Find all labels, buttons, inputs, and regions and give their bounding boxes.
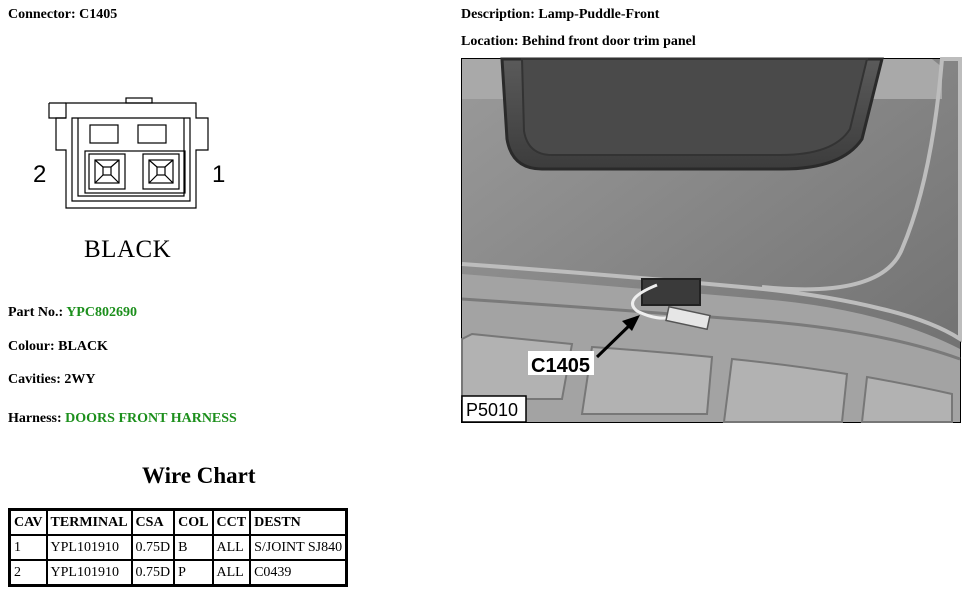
col-header-terminal: TERMINAL: [47, 510, 132, 536]
location-photo: [461, 58, 961, 423]
wire-chart-title: Wire Chart: [142, 463, 256, 488]
harness-label: Harness:: [8, 411, 66, 426]
connector-pinout-diagram: [30, 88, 226, 218]
wire-chart-table: [8, 508, 348, 587]
col-header-cav: CAV: [10, 510, 47, 536]
connector-color-label: BLACK: [84, 236, 172, 263]
part-number-label: Part No.:: [8, 305, 67, 320]
part-number-link[interactable]: YPC802690: [66, 305, 137, 320]
harness-link[interactable]: DOORS FRONT HARNESS: [65, 411, 237, 426]
photo-figure-code: P5010: [466, 400, 519, 420]
table-row: [10, 560, 347, 586]
cell-cav: 1: [10, 535, 47, 560]
cell-col: B: [174, 535, 212, 560]
pin-label-1: 1: [212, 161, 226, 188]
cell-cct: ALL: [213, 535, 251, 560]
col-header-cct: CCT: [213, 510, 251, 536]
part-number-row: [8, 305, 137, 321]
location-heading: Location: Behind front door trim panel: [461, 34, 696, 49]
table-row: [10, 535, 347, 560]
cell-cct: ALL: [213, 560, 251, 586]
cell-cav: 2: [10, 560, 47, 586]
cell-csa: 0.75D: [132, 560, 175, 586]
wire-chart-header-row: [10, 510, 347, 536]
door-panel-illustration: [462, 59, 960, 422]
cell-csa: 0.75D: [132, 535, 175, 560]
cell-destn: S/JOINT SJ840: [250, 535, 347, 560]
connector-heading: Connector: C1405: [8, 7, 118, 22]
cell-destn: C0439: [250, 560, 347, 586]
cell-col: P: [174, 560, 212, 586]
harness-row: [8, 411, 237, 427]
col-header-csa: CSA: [132, 510, 175, 536]
description-heading: Description: Lamp-Puddle-Front: [461, 7, 660, 22]
cell-terminal: YPL101910: [47, 535, 132, 560]
colour-row: Colour: BLACK: [8, 339, 108, 354]
pin-label-2: 2: [33, 161, 47, 188]
photo-callout-c1405: C1405: [531, 355, 590, 377]
col-header-col: COL: [174, 510, 212, 536]
cavities-row: Cavities: 2WY: [8, 372, 96, 387]
col-header-destn: DESTN: [250, 510, 347, 536]
cell-terminal: YPL101910: [47, 560, 132, 586]
